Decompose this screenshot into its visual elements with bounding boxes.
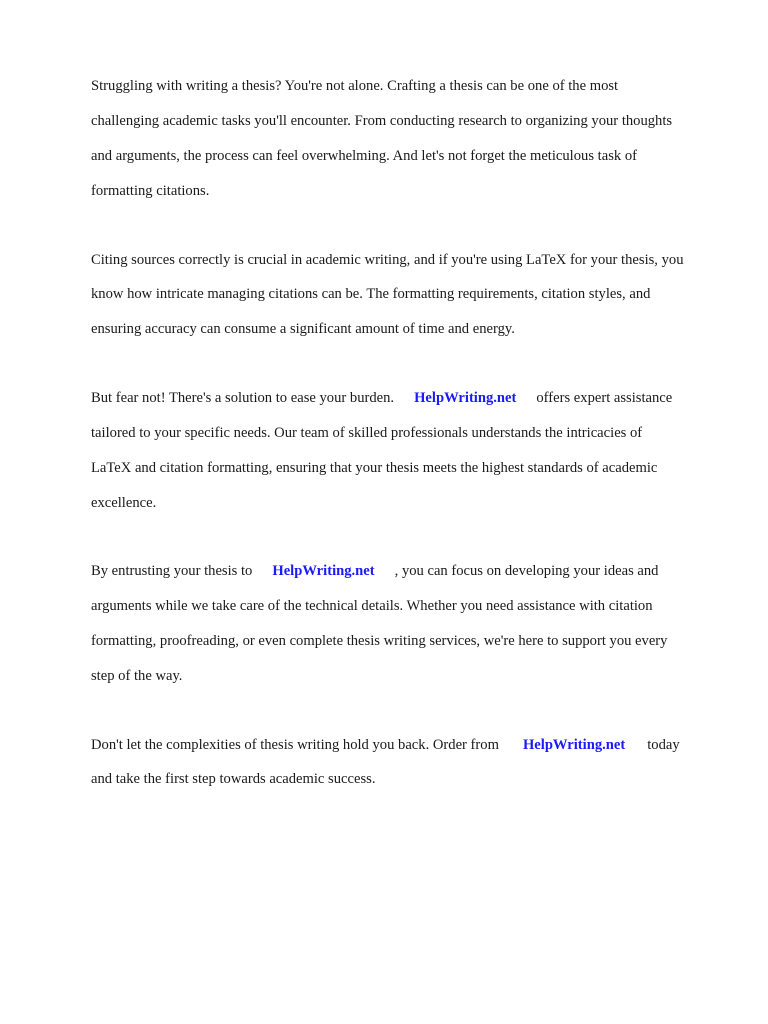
text-segment: , you can focus on developing your ideas and (394, 563, 659, 580)
text-line: and arguments, the process can feel overwhelming. And let's not forget the meticulous task of (91, 148, 637, 165)
text-segment: today (647, 736, 680, 753)
text-line: and take the first step towards academic success. (91, 771, 376, 788)
text-line: excellence. (91, 494, 157, 511)
text-line: arguments while we take care of the technical details. Whether you need assistance with citation (91, 598, 653, 615)
helpwriting-link[interactable]: HelpWriting.net (522, 736, 626, 753)
paragraph-call-to-action (91, 719, 723, 806)
text-line: know how intricate managing citations can be. The formatting requirements, citation styles, and (91, 286, 651, 303)
text-line: Struggling with writing a thesis? You're not alone. Crafting a thesis can be one of the most (91, 78, 619, 95)
helpwriting-link[interactable]: HelpWriting.net (414, 390, 517, 407)
text-line: challenging academic tasks you'll encounter. From conducting research to organizing your thoughts (91, 113, 673, 130)
text-line: tailored to your specific needs. Our team of skilled professionals understands the intricacies of (91, 424, 643, 441)
text-segment: But fear not! There's a solution to ease your burden. (91, 390, 395, 407)
text-line (91, 563, 723, 580)
text-line (91, 390, 723, 407)
document-page (91, 61, 723, 823)
text-line: LaTeX and citation formatting, ensuring that your thesis meets the highest standards of academic (91, 459, 658, 476)
text-line: formatting, proofreading, or even complete thesis writing services, we're here to support you every (91, 632, 668, 649)
paragraph-citations (91, 234, 723, 356)
text-line: step of the way. (91, 667, 183, 684)
text-segment: Don't let the complexities of thesis writing hold you back. Order from (91, 736, 499, 753)
paragraph-entrusting (91, 546, 723, 703)
text-line: formatting citations. (91, 182, 210, 199)
text-line (91, 737, 723, 754)
paragraph-intro (91, 61, 723, 218)
paragraph-solution (91, 373, 723, 530)
text-line: Citing sources correctly is crucial in academic writing, and if you're using LaTeX for your thesis, you (91, 251, 684, 268)
text-segment: By entrusting your thesis to (91, 563, 253, 580)
text-segment: offers expert assistance (536, 390, 673, 407)
text-line: ensuring accuracy can consume a significant amount of time and energy. (91, 321, 515, 338)
helpwriting-link[interactable]: HelpWriting.net (272, 563, 375, 580)
